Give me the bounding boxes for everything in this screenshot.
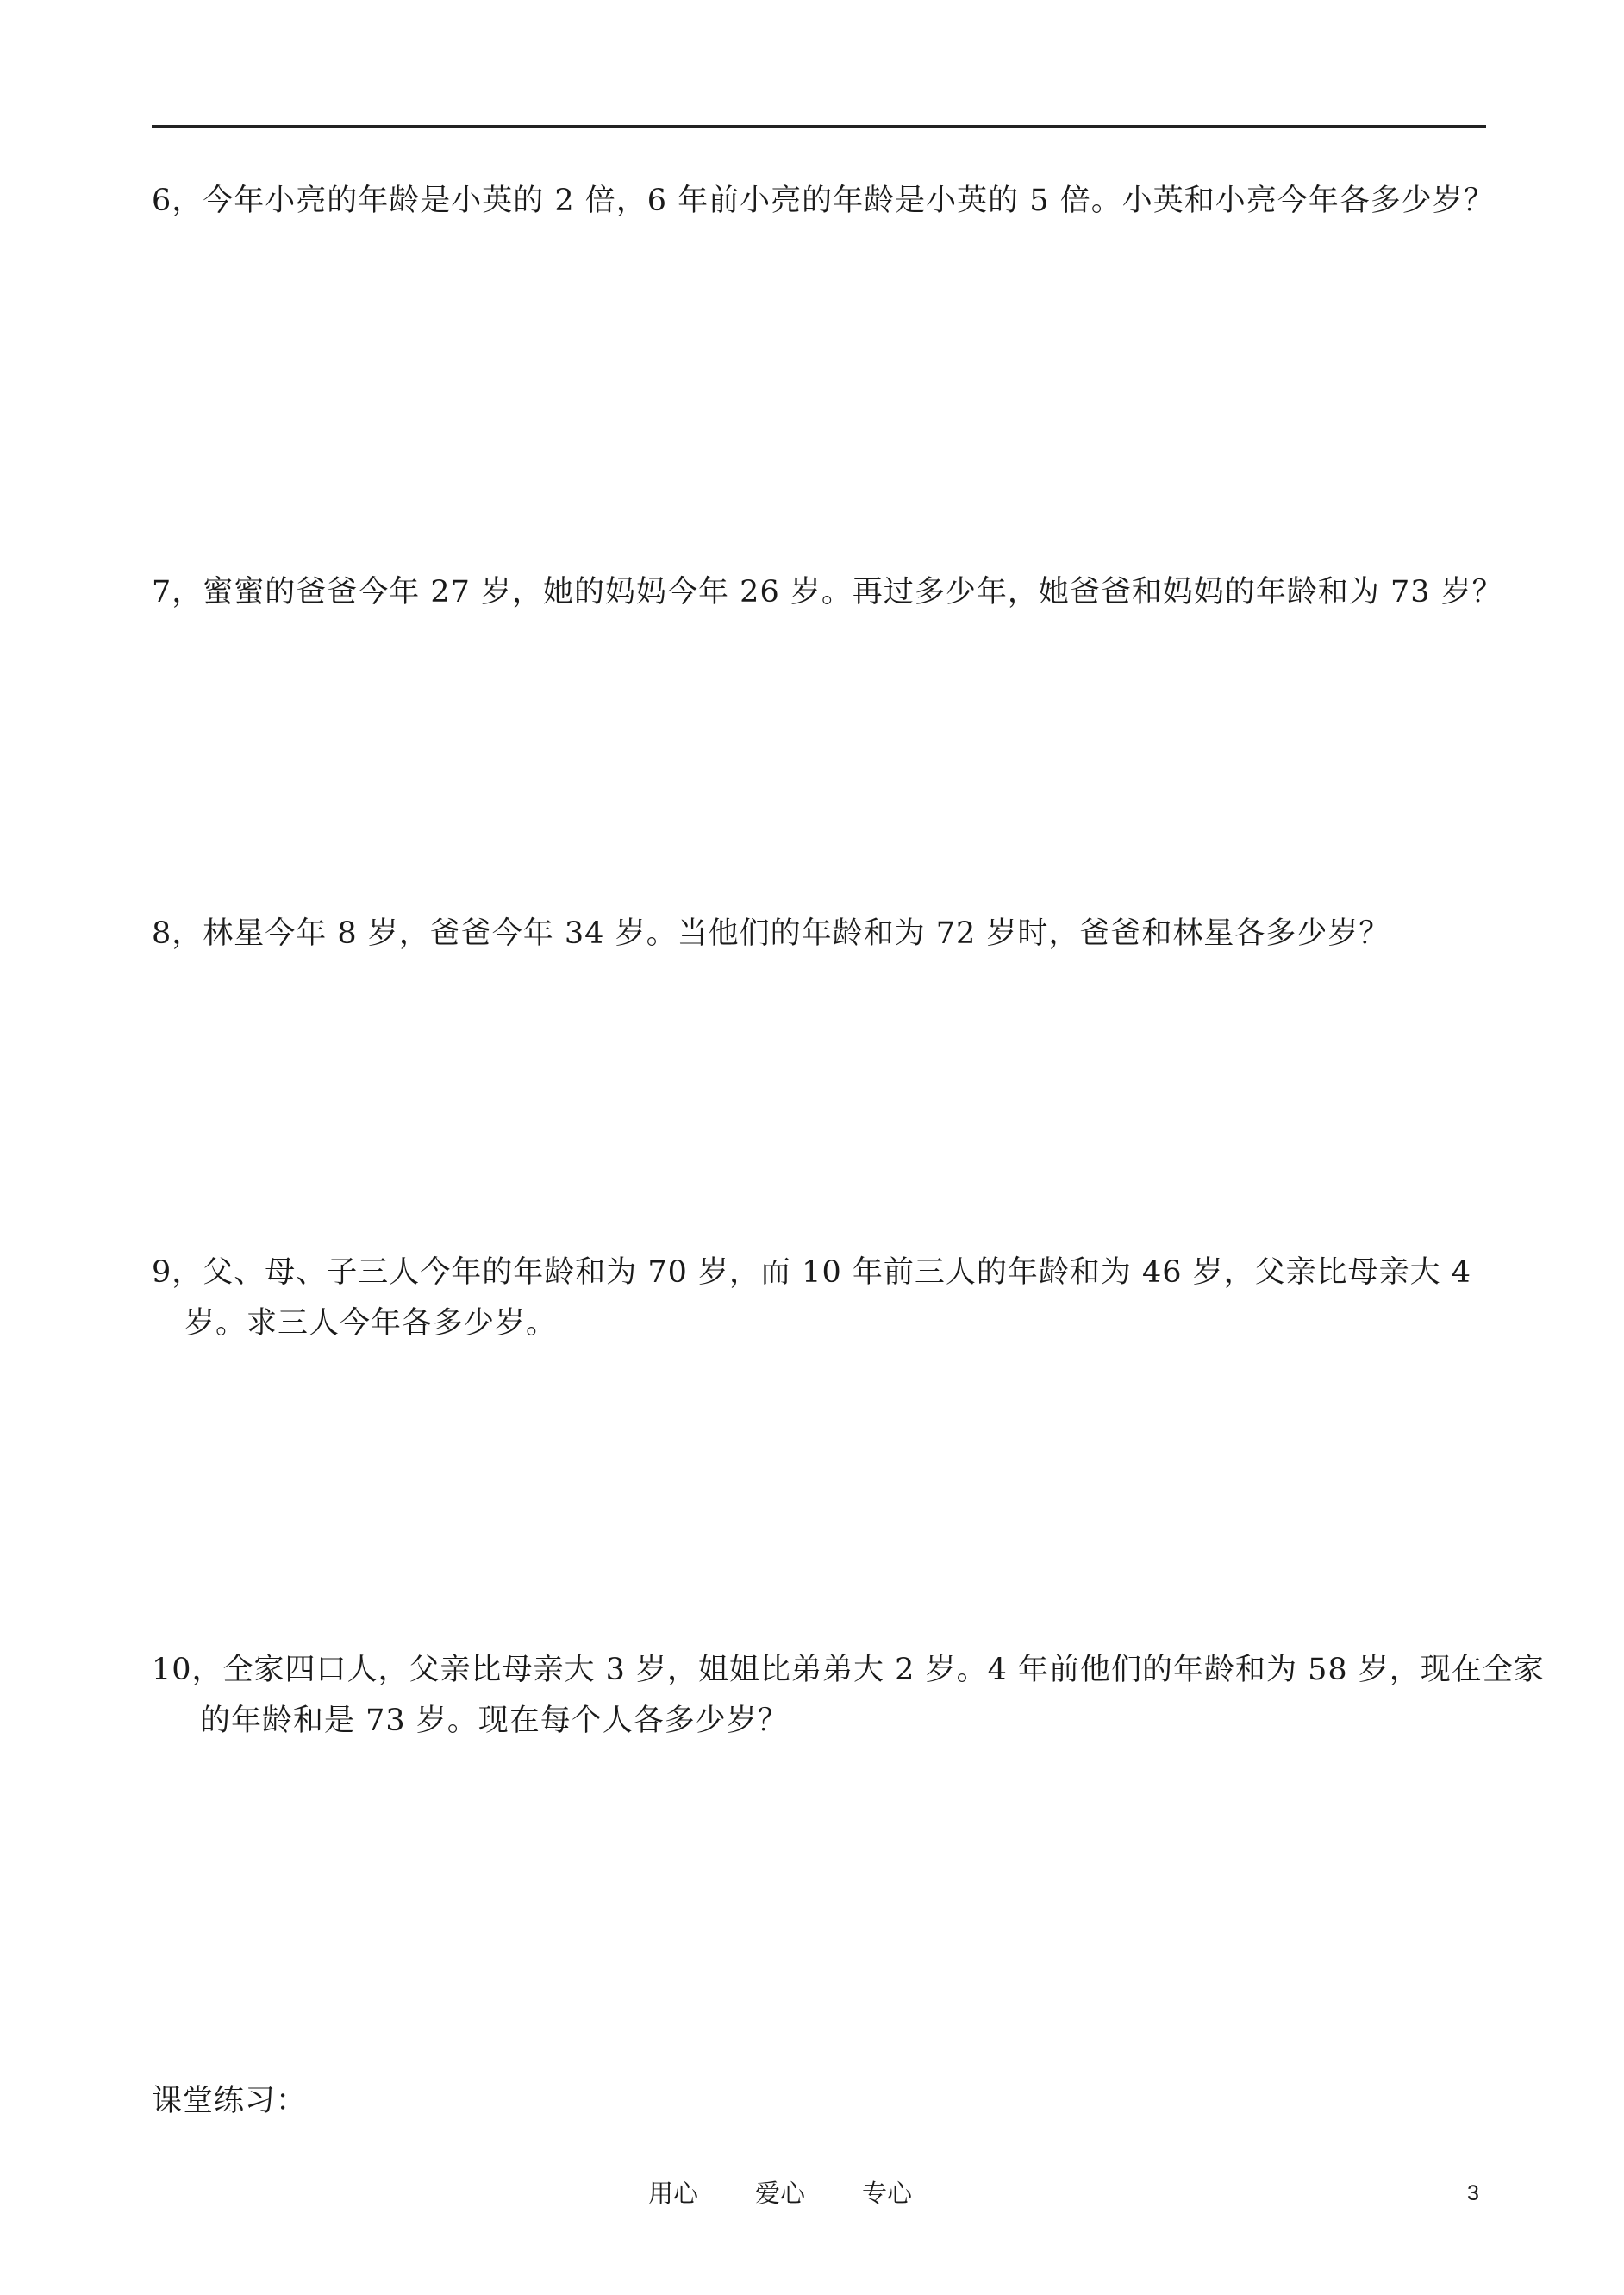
page-number: 3 <box>1467 2181 1479 2205</box>
problem-6: 6，今年小亮的年龄是小英的 2 倍，6 年前小亮的年龄是小英的 5 倍。小英和小亮今年各多少岁？ <box>152 184 1495 218</box>
problem-9: 9，父、母、子三人今年的年龄和为 70 岁，而 10 年前三人的年龄和为 46 岁，父亲比母亲大 4 岁。求三人今年各多少岁。 <box>152 1255 1472 1341</box>
footer-motto-item: 用心 <box>648 2179 699 2208</box>
footer-motto-item: 专心 <box>862 2179 913 2208</box>
footer-motto <box>648 2176 912 2211</box>
problem-7: 7，蜜蜜的爸爸今年 27 岁，她的妈妈今年 26 岁。再过多少年，她爸爸和妈妈的年龄和为 73 岁？ <box>152 575 1503 610</box>
footer-motto-item: 爱心 <box>755 2179 806 2208</box>
section-title: 课堂练习： <box>152 2084 308 2118</box>
header-rule <box>152 125 1486 128</box>
problem-10: 10，全家四口人，父亲比母亲大 3 岁，姐姐比弟弟大 2 岁。4 年前他们的年龄和为 58 岁，现在全家的年龄和是 73 岁。现在每个人各多少岁？ <box>152 1653 1545 1738</box>
problem-8: 8，林星今年 8 岁，爸爸今年 34 岁。当他们的年龄和为 72 岁时，爸爸和林星各多少岁？ <box>152 916 1390 951</box>
